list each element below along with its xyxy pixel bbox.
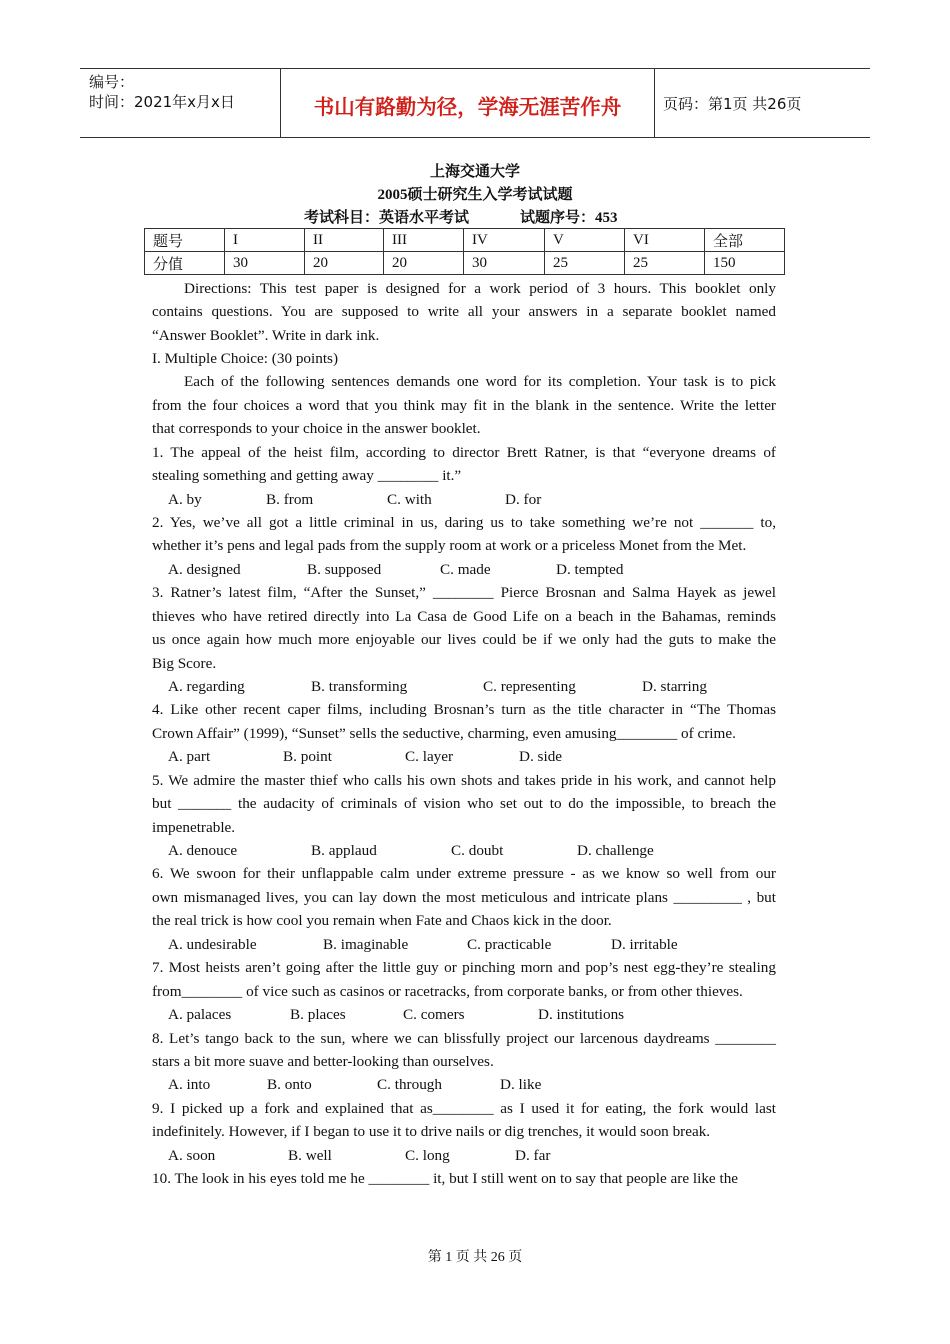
table-cell: 30: [464, 252, 545, 275]
directions-line: Directions: This test paper is designed for a work period of 3 hours. This booklet only: [184, 280, 776, 297]
option-c: C. with: [387, 491, 432, 508]
score-table-value-row: [145, 252, 785, 275]
directions-line: “Answer Booklet”. Write in dark ink.: [152, 327, 380, 344]
option-d: D. starring: [642, 678, 707, 695]
table-cell: 20: [305, 252, 384, 275]
document-number-label: 编号：: [89, 73, 135, 91]
option-a: A. part: [168, 748, 211, 765]
option-b: B. well: [288, 1147, 332, 1164]
table-cell: V: [545, 229, 625, 252]
instructions-line: that corresponds to your choice in the answer booklet.: [152, 420, 481, 437]
question-line: thieves who have retired directly into La Casa de Good Life on a beach in the Bahamas, reminds: [152, 608, 776, 625]
option-a: A. undesirable: [168, 936, 257, 953]
question-line: 4. Like other recent caper films, including Brosnan’s turn as the title character in “The Thomas: [152, 701, 776, 718]
question-line: but _______ the audacity of criminals of vision who set out to do the impossible, to breach the: [152, 795, 776, 812]
option-a: A. by: [168, 491, 202, 508]
question-line: 1. The appeal of the heist film, according to director Brett Ratner, is that “everyone dreams of: [152, 444, 776, 461]
option-d: D. tempted: [556, 561, 624, 578]
option-a: A. palaces: [168, 1006, 232, 1023]
question-line: 5. We admire the master thief who calls his own shots and takes pride in his work, and cannot help: [152, 772, 776, 789]
option-b: B. imaginable: [323, 936, 409, 953]
university-title: 上海交通大学: [429, 164, 520, 180]
option-a: A. designed: [168, 561, 241, 578]
option-b: B. transforming: [311, 678, 408, 695]
question-line: 8. Let’s tango back to the sun, where we can blissfully project our larcenous daydreams ________: [152, 1030, 776, 1047]
question-line: 6. We swoon for their unflappable calm under extreme pressure - as we know so well from our: [152, 865, 776, 882]
header-slogan: 书山有路勤为径，学海无涯苦作舟: [313, 94, 622, 119]
question-line: 9. I picked up a fork and explained that as________ as I used it for eating, the fork would last: [152, 1100, 776, 1117]
option-b: B. from: [266, 491, 314, 508]
table-cell: 30: [225, 252, 305, 275]
table-cell: 题号: [145, 229, 225, 252]
option-b: B. places: [290, 1006, 346, 1023]
table-cell: II: [305, 229, 384, 252]
question-line: 7. Most heists aren’t going after the little guy or pinching morn and pop’s nest egg-they’re stealing: [152, 959, 776, 976]
option-c: C. long: [405, 1147, 450, 1164]
page-header: [80, 68, 870, 138]
table-cell: III: [384, 229, 464, 252]
table-cell: 150: [705, 252, 785, 275]
question-line: 3. Ratner’s latest film, “After the Sunset,” ________ Pierce Brosnan and Salma Hayek as jewel: [152, 584, 776, 601]
section-heading: I. Multiple Choice: (30 points): [152, 350, 339, 367]
question-line: us once again how much more enjoyable our lives could be if we only had the guts to make the: [152, 631, 776, 648]
option-b: B. applaud: [311, 842, 377, 859]
question-line: 2. Yes, we’ve all got a little criminal in us, daring us to take something we’re not _______ to,: [152, 514, 776, 531]
exam-title: 2005硕士研究生入学考试试题: [377, 187, 573, 203]
option-d: D. irritable: [611, 936, 678, 953]
question-line: stars a bit more suave and better-looking than ourselves.: [152, 1053, 494, 1070]
option-b: B. onto: [267, 1076, 312, 1093]
table-cell: VI: [625, 229, 705, 252]
question-line: Crown Affair” (1999), “Sunset” sells the seductive, charming, even amusing________ of crime.: [152, 725, 736, 742]
table-cell: IV: [464, 229, 545, 252]
option-d: D. far: [515, 1147, 551, 1164]
option-d: D. side: [519, 748, 563, 765]
question-line: 10. The look in his eyes told me he ________ it, but I still went on to say that people are like the: [152, 1170, 739, 1187]
question-line: from________ of vice such as casinos or racetracks, from corporate banks, or from other thieves.: [152, 983, 743, 1000]
option-a: A. soon: [168, 1147, 216, 1164]
option-c: C. layer: [405, 748, 454, 765]
instructions-line: Each of the following sentences demands one word for its completion. Your task is to pick: [184, 373, 776, 390]
question-line: the real trick is how cool you remain when Fate and Chaos kick in the door.: [152, 912, 612, 929]
option-c: C. representing: [483, 678, 576, 695]
option-b: B. supposed: [307, 561, 382, 578]
table-cell: 20: [384, 252, 464, 275]
table-cell: 分值: [145, 252, 225, 275]
exam-serial: 试题序号：453: [520, 210, 618, 226]
option-d: D. institutions: [538, 1006, 625, 1023]
question-line: own mismanaged lives, you can lay down the most meticulous and intricate plans _________ , but: [152, 889, 776, 906]
table-cell: 25: [625, 252, 705, 275]
question-line: impenetrable.: [152, 819, 236, 836]
question-line: indefinitely. However, if I began to use it to drive nails or dig trenches, it would soon break.: [152, 1123, 711, 1140]
option-a: A. regarding: [168, 678, 245, 695]
option-c: C. made: [440, 561, 491, 578]
header-slogan-cell: [281, 69, 655, 137]
directions-line: contains questions. You are supposed to write all your answers in a separate booklet named: [152, 303, 776, 320]
header-page-label: 页码：第1页 共26页: [663, 94, 802, 113]
option-d: D. challenge: [577, 842, 654, 859]
option-a: A. into: [168, 1076, 211, 1093]
table-cell: I: [225, 229, 305, 252]
table-cell: 25: [545, 252, 625, 275]
option-b: B. point: [283, 748, 332, 765]
score-table-header-row: [145, 229, 785, 252]
option-c: C. comers: [403, 1006, 465, 1023]
option-c: C. doubt: [451, 842, 504, 859]
score-table: [144, 228, 785, 275]
instructions-line: from the four choices a word that you think may fit in the blank in the sentence. Write the letter: [152, 397, 776, 414]
option-d: D. for: [505, 491, 542, 508]
page-footer: 第 1 页 共 26 页: [427, 1250, 523, 1265]
question-line: Big Score.: [152, 655, 217, 672]
table-cell: 全部: [705, 229, 785, 252]
option-c: C. through: [377, 1076, 442, 1093]
header-meta: [80, 69, 281, 137]
option-a: A. denouce: [168, 842, 238, 859]
question-line: stealing something and getting away ________ it.”: [152, 467, 462, 484]
exam-subject: 考试科目：英语水平考试: [304, 210, 470, 226]
option-c: C. practicable: [467, 936, 552, 953]
document-time-label: 时间：2021年x月x日: [89, 93, 235, 111]
question-line: whether it’s pens and legal pads from the supply room at work or a priceless Monet from the Met.: [152, 537, 747, 554]
option-d: D. like: [500, 1076, 542, 1093]
